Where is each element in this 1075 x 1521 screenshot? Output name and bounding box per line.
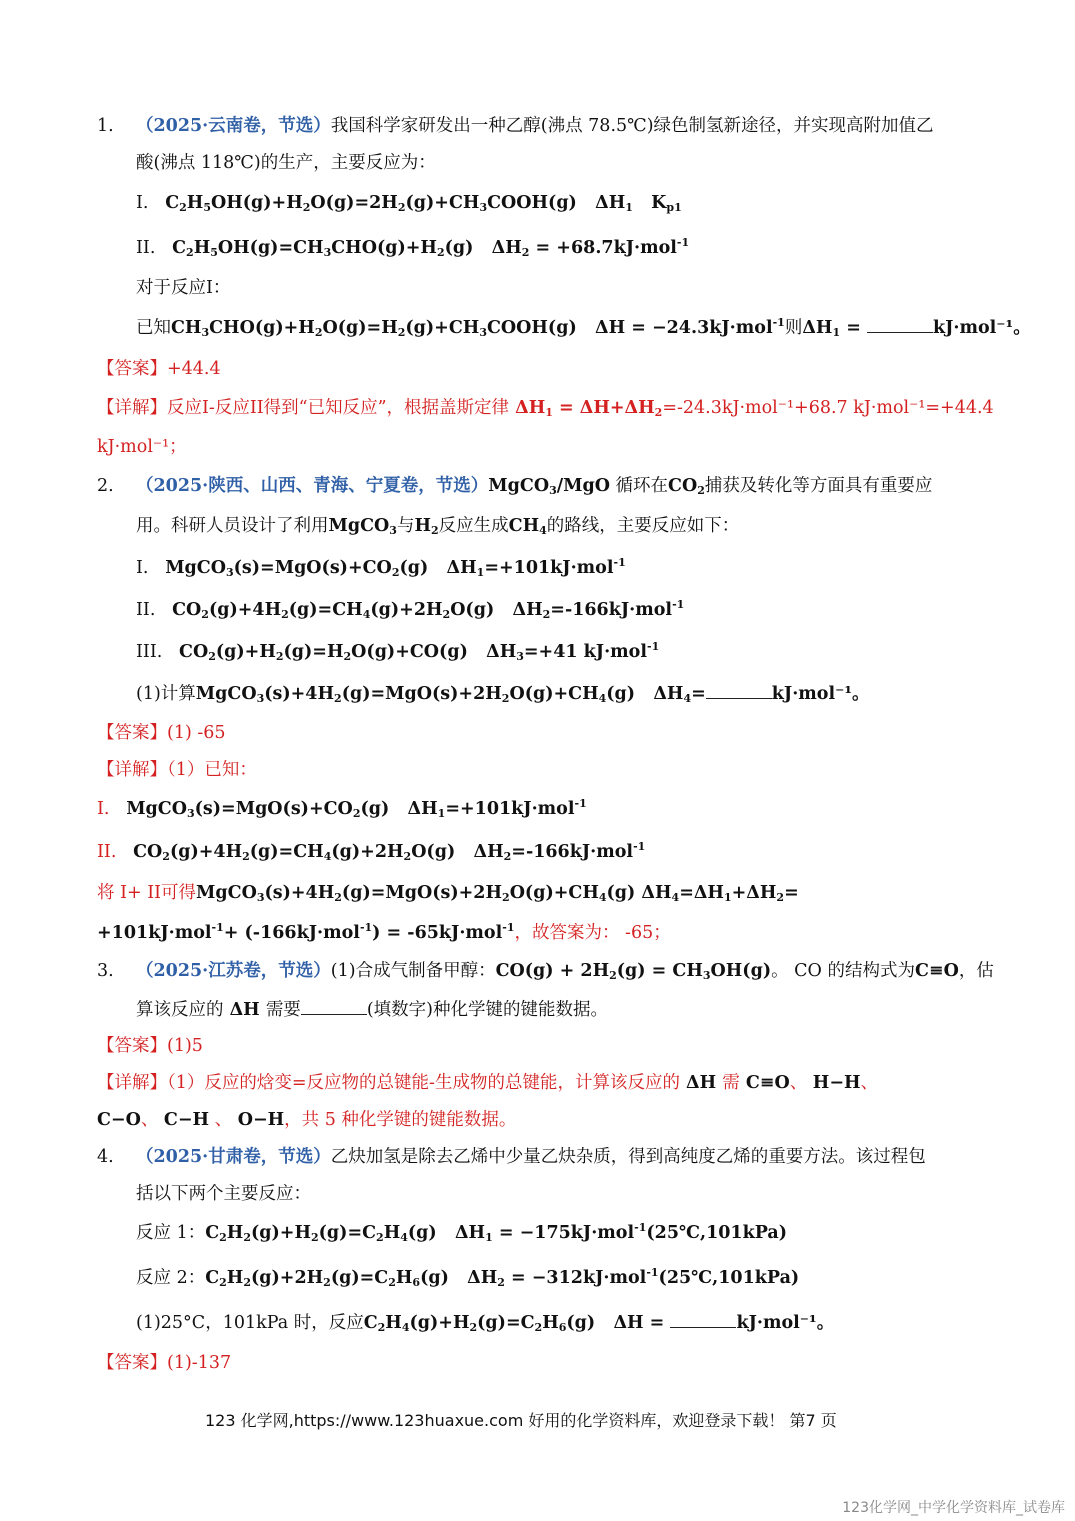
q1-explanation-text-a: 反应I-反应II得到“已知反应”，根据盖斯定律 [167, 398, 510, 418]
q3-source: （2025·江苏卷，节选） [135, 961, 331, 981]
q2-source: （2025·陕西、山西、青海、宁夏卷，节选） [135, 476, 489, 496]
q2-result-tail: ，故答案为： -65； [514, 923, 671, 943]
q1-stem-text-b: 酸(沸点 118℃)的生产，主要反应为： [136, 153, 436, 173]
q1-answer-value: +44.4 [167, 359, 221, 379]
q2-number: 2. [97, 476, 114, 496]
q2-stem-text-b2: 与 [396, 516, 415, 536]
q2-answer-tag: 【答案】 [97, 723, 167, 743]
q2-explanation-tag: 【详解】 [97, 760, 167, 780]
q4-calc-text: (1)25°C，101kPa 时，反应 [136, 1313, 364, 1333]
q3-answer-tag: 【答案】 [97, 1036, 167, 1056]
q1-answer-line [97, 357, 221, 381]
q2-r1-label: I. [136, 558, 149, 578]
q2-unit: kJ·mol⁻¹。 [771, 684, 870, 704]
q2-explanation-eq1: I. $MgCO_3(s)=MgO(s)+CO_2(g)$ $\Delta H_1=+101kJ\cdot mol^{-1}$ [97, 797, 587, 820]
q3-explanation-text-a2: 需 [722, 1073, 740, 1093]
q2-calc-line: (1)计算$MgCO_3(s)+4H_2(g)=MgO(s)+2H_2O(g)+CH_4(g)$ $\Delta H_4= kJ\cdot mol^{-1}$。 [136, 684, 870, 705]
q1-for-r1-text: 对于反应I： [136, 278, 231, 298]
q1-reaction-1 [136, 191, 682, 215]
q2-r2-label: II. [136, 600, 156, 620]
q1-explanation-tag: 【详解】 [97, 398, 167, 418]
q1-r1-equation: $C_2H_5OH(g)+H_2O(g)=2H_2(g)+CH_3COOH(g)$ $\Delta H_1$ $K_{p1}$ [165, 193, 682, 214]
q4-source: （2025·甘肃卷，节选） [135, 1147, 331, 1167]
q1-r1-label: I. [136, 193, 149, 213]
q2-answer-blank[interactable] [706, 682, 772, 699]
q1-explanation-text-c: kJ·mol⁻¹； [97, 437, 187, 457]
q2-explanation-combine: 将 I+ II可得$MgCO_3(s)+4H_2(g)=MgO(s)+2H_2O(g)+CH_4(g)$ $\Delta H_4=\Delta H_1+\Delta H_2=$ [97, 883, 799, 904]
q4-answer-tag: 【答案】 [97, 1353, 167, 1373]
q2-reaction-1: I. $MgCO_3(s)=MgO(s)+CO_2(g)$ $\Delta H_1=+101kJ\cdot mol^{-1}$ [136, 556, 626, 579]
q3-stem-text-b2: 需要 [265, 1000, 301, 1020]
q4-number: 4. [97, 1147, 114, 1167]
q4-answer-blank[interactable] [670, 1311, 736, 1328]
q3-explanation-text-b: ，共 5 种化学键的键能数据。 [284, 1110, 517, 1130]
q1-explanation-line2 [97, 435, 187, 459]
q2-stem-line1: 2. （2025·陕西、山西、青海、宁夏卷，节选）MgCO$_3$/MgO 循环在$CO_2$捕获及转化等方面具有重要应 [97, 476, 933, 497]
q2-reaction-2: II. $CO_2(g)+4H_2(g)=CH_4(g)+2H_2O(g)$ $\Delta H_2=-166kJ\cdot mol^{-1}$ [136, 598, 685, 621]
q3-explanation-text-a: （1）反应的焓变=反应物的总键能-生成物的总键能，计算该反应的 [167, 1073, 680, 1093]
q4-answer-line [97, 1351, 231, 1375]
q3-explanation-tag: 【详解】 [97, 1073, 167, 1093]
q1-stem-line2 [136, 151, 436, 175]
q2-r3-label: III. [136, 642, 163, 662]
q1-reaction-2 [136, 236, 689, 260]
q1-r2-equation: $C_2H_5OH(g)=CH_3CHO(g)+H_2(g) \Delta H_2 = +68.7kJ\cdot mol^{-1}$ [172, 236, 690, 259]
q1-stem-line1 [97, 114, 934, 138]
q2-stem-text-a2: 捕获及转化等方面具有重要应 [704, 476, 933, 496]
q4-unit: kJ·mol⁻¹。 [736, 1313, 835, 1333]
q2-explanation-text-a: （1）已知： [167, 760, 257, 780]
q3-explanation-line2: C−O、 C−H 、 O−H，共 5 种化学键的键能数据。 [97, 1110, 517, 1130]
q2-stem-text-b4: 的路线，主要反应如下： [546, 516, 740, 536]
q1-answer-blank[interactable] [867, 316, 933, 333]
q3-number: 3. [97, 961, 114, 981]
q1-then: 则 [784, 318, 803, 338]
page-footer: 123 化学网,https://www.123huaxue.com 好用的化学资料库，欢迎登录下载！ 第7 页 [205, 1411, 837, 1430]
q1-for-r1 [136, 276, 230, 300]
q1-r2-label: II. [136, 238, 156, 258]
q2-stem-text-b3: 反应生成 [438, 516, 509, 536]
q3-stem-text-b3: (填数字)种化学键的键能数据。 [366, 1000, 608, 1020]
q1-unit: kJ·mol⁻¹。 [932, 318, 1031, 338]
q1-known-equation: $CH_3CHO(g)+H_2O(g)=H_2(g)+CH_3COOH(g) \Delta H = -24.3kJ\cdot mol^{-1}$ [171, 316, 785, 339]
q3-answer-value: (1)5 [167, 1036, 203, 1056]
q4-stem-line2 [136, 1182, 311, 1206]
q1-number: 1. [97, 116, 114, 136]
q2-e1-label: I. [97, 799, 110, 819]
q4-reaction-1: 反应 1：$C_2H_2(g)+H_2(g)=C_2H_4(g) \Delta H_1$ = −175kJ·mol$^{-1}$(25℃,101kPa) [136, 1221, 788, 1244]
q2-combine-text: 将 I+ II可得 [97, 883, 197, 903]
q4-reaction-2: 反应 2：$C_2H_2(g)+2H_2(g)=C_2H_6(g) \Delta H_2$ = −312kJ·mol$^{-1}$(25℃,101kPa) [136, 1266, 800, 1289]
q3-stem-line2: 算该反应的 ΔH 需要 (填数字)种化学键的键能数据。 [136, 1000, 608, 1020]
q2-reaction-3: III. $CO_2(g)+H_2(g)=H_2O(g)+CO(g)$ $\Delta H_3=+41$ kJ·mol$^{-1}$ [136, 640, 660, 663]
q4-r1-label: 反应 1： [136, 1223, 206, 1243]
q2-stem-line2: 用。科研人员设计了利用MgCO$_3$与$H_2$反应生成$CH_4$的路线，主要反应如下： [136, 516, 740, 537]
q2-calc-text: (1)计算 [136, 684, 196, 704]
q2-stem-text-a: 循环在 [615, 476, 669, 496]
q3-stem-text-a3: ，估 [958, 961, 994, 981]
q3-stem-text-b1: 算该反应的 [136, 1000, 224, 1020]
watermark-text: 123化学网_中学化学资料库_试卷库 [842, 1500, 1065, 1516]
q2-answer-value: (1) -65 [167, 723, 226, 743]
q1-explanation-text-b: =-24.3kJ·mol⁻¹+68.7 kJ·mol⁻¹=+44.4 [662, 398, 994, 418]
q2-explanation-line1 [97, 758, 257, 782]
q3-stem-text-a2: 。 CO 的结构式为 [771, 961, 915, 981]
q2-e2-label: II. [97, 842, 117, 862]
q1-explanation-line1: 【详解】反应I-反应II得到“已知反应”，根据盖斯定律 $\Delta H_1 = \Delta H+\Delta H_2=-24.3kJ\cdot mol^{-1}+68.7$ kJ·mol⁻¹=+44.4 [97, 398, 994, 419]
q1-stem-text-a: 我国科学家研发出一种乙醇(沸点 78.5℃)绿色制氢新途径，并实现高附加值乙 [330, 116, 934, 136]
q4-stem-text-b: 括以下两个主要反应： [136, 1184, 311, 1204]
q3-stem-line1: 3. （2025·江苏卷，节选）(1)合成气制备甲醇：$CO(g) + 2H_2(g) = CH_3OH(g)$。 CO 的结构式为C≡O，估 [97, 961, 994, 982]
q3-explanation-line1: 【详解】（1）反应的焓变=反应物的总键能-生成物的总键能，计算该反应的 ΔH 需 C≡O、 H−H、 [97, 1073, 879, 1093]
q4-stem-text-a: 乙炔加氢是除去乙烯中少量乙炔杂质，得到高纯度乙烯的重要方法。该过程包 [330, 1147, 926, 1167]
q3-stem-text-a: (1)合成气制备甲醇： [330, 961, 496, 981]
q3-answer-line [97, 1034, 203, 1058]
q1-known-line: 已知$CH_3CHO(g)+H_2O(g)=H_2(g)+CH_3COOH(g) \Delta H = -24.3kJ\cdot mol^{-1}$则$\Delta H_1 = kJ\cdot mol^{-1}$。 [136, 316, 1031, 339]
q1-answer-tag: 【答案】 [97, 359, 167, 379]
q2-answer-line [97, 721, 226, 745]
q4-r2-label: 反应 2： [136, 1268, 206, 1288]
q2-stem-text-b1: 用。科研人员设计了利用 [136, 516, 329, 536]
q4-calc-line: (1)25°C，101kPa 时，反应$C_2H_4(g)+H_2(g)=C_2H_6(g) \Delta H = kJ\cdot mol^{-1}$。 [136, 1313, 835, 1334]
q4-answer-value: (1)-137 [167, 1353, 232, 1373]
q2-explanation-eq2: II. $CO_2(g)+4H_2(g)=CH_4(g)+2H_2O(g)$ $\Delta H_2=-166kJ\cdot mol^{-1}$ [97, 840, 646, 863]
q1-known-label: 已知 [136, 318, 171, 338]
q4-stem-line1 [97, 1145, 926, 1169]
q2-explanation-result: +101kJ·mol$^{-1}$+ (-166kJ·mol$^{-1}$) = -65kJ·mol$^{-1}$，故答案为： -65； [97, 921, 671, 943]
q3-answer-blank[interactable] [301, 998, 367, 1015]
q1-source: （2025·云南卷，节选） [135, 116, 331, 136]
